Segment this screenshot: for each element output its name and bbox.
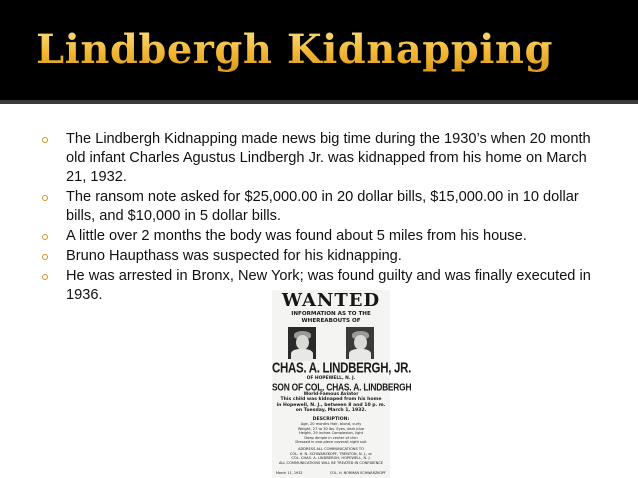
bullet-circle-icon [42,195,48,201]
poster-aviator: World-Famous Aviator [303,391,359,397]
bullet-item [42,130,602,187]
bullet-circle-icon [42,254,48,260]
poster-address-line: COL. CHAS. A. LINDBERGH, HOPEWELL, N. J. [291,456,371,461]
poster-desc-line: Weight, 27 to 30 lbs. Eyes, dark blue [297,426,365,431]
bullet-circle-icon [42,274,48,280]
bullet-text: The ransom note asked for $25,000.00 in 20 dollar bills, $15,000.00 in 10 dollar bills, and $10,000 in 5 dollar bills. [66,189,579,224]
poster-desc-line: Height, 29 inches Complexion, light [298,431,364,436]
child-photo-right [346,327,374,359]
poster-description-label: DESCRIPTION: [312,416,350,422]
child-photo-left [288,327,316,359]
poster-info-line: INFORMATION AS TO THE [291,311,371,317]
poster-footer-date: March 11, 1932 [276,471,303,475]
poster-kidnap-line: on Tuesday, March 1, 1932. [295,408,367,414]
poster-address-line: ADDRESS ALL COMMUNICATIONS TO [298,447,364,452]
poster-kidnap-line: This child was kidnaped from his home [280,397,382,402]
poster-address-line: COL. H. N. SCHWARZKOPF, TRENTON, N. J., or [289,451,373,456]
poster-footer-signature: COL. H. NORMAN SCHWARZKOPF [329,471,386,475]
poster-child-name: CHAS. A. LINDBERGH, JR. [272,361,411,377]
bullet-list [42,130,602,306]
poster-confidence-line: ALL COMMUNICATIONS WILL BE TREATED IN CONFIDENCE [278,460,384,465]
bullet-item [42,188,602,226]
poster-headline: WANTED [281,290,381,311]
bullet-item [42,247,602,266]
bullet-text: A little over 2 months the body was found about 5 miles from his house. [66,228,527,244]
poster-desc-line: Deep dimple in center of chin [304,435,358,440]
bullet-circle-icon [42,234,48,240]
poster-footer [272,471,390,475]
slide-title: Lindbergh Kidnapping [36,24,553,76]
bullet-text: Bruno Haupthass was suspected for his kidnapping. [66,248,402,264]
bullet-item [42,227,602,246]
bullet-text: The Lindbergh Kidnapping made news big time during the 1930’s when 20 month old infant Charles Agustus Lindbergh Jr. was kidnapped from his home on March 21, 1932. [66,131,591,185]
poster-info-line: WHEREABOUTS OF [301,318,361,324]
title-divider [0,100,638,104]
bullet-circle-icon [42,137,48,143]
bullet-text: He was arrested in Bronx, New York; was found guilty and was finally executed in 1936. [66,268,591,303]
poster-hometown: OF HOPEWELL, N. J. [306,376,356,381]
poster-kidnap-line: in Hopewell, N. J., between 8 and 10 p. m. [276,402,386,408]
poster-son-of: SON OF COL. CHAS. A. LINDBERGH [272,380,412,393]
poster-desc-line: Dressed in one-piece coverall night suit [295,440,367,444]
wanted-poster [272,290,412,478]
poster-photos [272,327,390,361]
poster-desc-line: Age, 20 months Hair, blond, curly [300,422,362,427]
